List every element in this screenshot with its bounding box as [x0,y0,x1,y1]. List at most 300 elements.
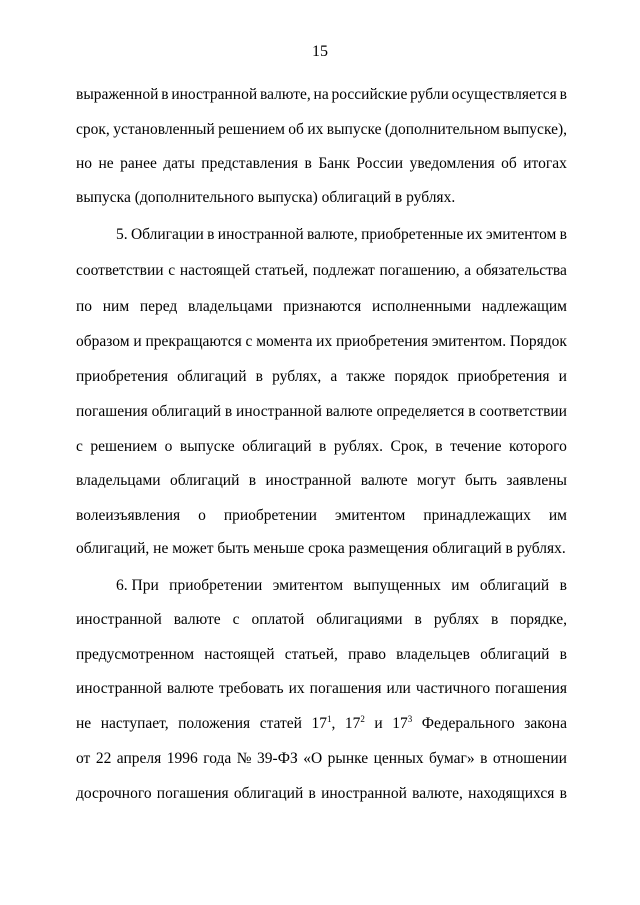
word-group [76,85,158,105]
word-group [249,471,256,491]
word-group [99,154,114,174]
word: волеизъявления [76,507,181,524]
word-group [133,332,141,352]
word-group [374,714,382,734]
word-group [113,120,215,140]
word: быть [464,472,498,489]
word: иностранной [236,403,322,420]
word: осуществляется [451,86,557,103]
word-group [260,85,311,105]
word-group [285,645,338,665]
superscript: 1 [327,713,332,724]
word-group [313,261,375,281]
word: итогах [523,155,567,172]
word-group [549,506,567,526]
text-line [116,225,567,245]
word: в [559,577,567,594]
text-line [76,402,567,422]
word-group [157,784,229,804]
word: определяется [376,403,465,420]
word: а [330,368,338,385]
word: соответствии [479,403,567,420]
word: выраженной [76,86,159,103]
word: рынке [327,750,369,767]
word: облигаций [242,438,312,455]
text-line [76,610,567,630]
word-group [177,367,246,387]
word-group [422,714,515,734]
word-group [242,437,311,457]
word: в [468,403,476,420]
word-group [435,437,442,457]
word-group [257,749,298,769]
word: погашения [309,680,382,697]
word: оплатой [251,611,305,628]
word: образом [76,333,130,350]
word-group [76,471,161,491]
word-group [76,367,168,387]
word: в [161,86,169,103]
word: не [98,155,114,172]
word: иностранной [321,785,407,802]
word-group [251,610,304,630]
word-group [76,506,180,526]
word: эмитентом [334,507,406,524]
word: их [316,333,333,350]
word-group [178,714,250,734]
word-group [316,332,332,352]
word-group [233,610,240,630]
word-group [361,471,408,491]
word: (дополнительном [384,121,500,138]
text-line [76,471,567,491]
word: валюте [325,403,373,420]
text-line [76,332,567,352]
word: 6. При [116,577,159,594]
word-group [218,225,304,245]
word-group [237,749,252,769]
word-group [116,576,159,596]
word-group [491,610,498,630]
word-group [167,679,214,699]
word-group [117,749,161,769]
word-group [171,85,257,105]
text-line [76,645,567,665]
word: 1996 [166,750,198,767]
word: валюте, [259,86,311,103]
word-group [415,610,422,630]
word: выпуске [326,121,382,138]
word-group [76,749,90,769]
word-group [335,506,405,526]
word-group [392,714,412,734]
word: статьей, [254,262,309,279]
word-group [480,576,549,596]
word-group [305,154,312,174]
word-group [506,471,567,491]
word: по [76,298,93,315]
word-group [76,679,162,699]
word: в [207,226,215,243]
word-group [479,402,567,422]
word: приобретения [336,333,428,350]
text-line [76,154,567,174]
text-line [76,506,567,526]
word-group [321,784,407,804]
word: статьей, [284,646,338,663]
word: выпуске [179,438,235,455]
word: Облигации [130,226,204,243]
word: в [559,226,567,243]
text-line: выпуска (дополнительного выпуска) облигаций в рублях. [76,189,456,206]
word-group [76,154,92,174]
word-group [180,437,235,457]
word: № [236,750,252,767]
word: их [288,680,305,697]
word: обязательства [475,262,567,279]
word-group [167,749,198,769]
word: валюте [360,472,408,489]
word: перед [139,298,178,315]
word-group [417,471,455,491]
text-line [76,749,567,769]
word-group [145,332,241,352]
word-group [283,297,361,317]
word-group [234,784,303,804]
word-group [374,749,424,769]
word: рублях, [272,368,322,385]
word-group [560,85,567,105]
word: их [307,121,324,138]
text-line: облигаций, не может быть меньше срока размещения облигаций в рублях. [76,540,566,557]
word: срок, [76,121,110,138]
word: и [133,333,142,350]
word: валюте [173,611,221,628]
word: с [245,333,253,350]
word-group [161,85,168,105]
word-group [385,120,500,140]
word: владельцами [76,472,161,489]
word-group [523,154,567,174]
word-group [451,576,469,596]
word: им [548,507,567,524]
word-group [486,225,556,245]
word-group [429,749,475,769]
word-group [464,261,471,281]
word-group [560,576,567,596]
word: в [559,785,567,802]
word-group [131,225,204,245]
word: облигаций [479,577,550,594]
word-group [76,714,91,734]
word-group [326,402,373,422]
word-group [201,154,298,174]
word-group [101,714,169,734]
text-line [76,437,567,457]
word-group [423,506,531,526]
word-group [509,437,567,457]
word: приобретения [457,368,550,385]
word: им [451,577,470,594]
word: предусмотренном [76,646,195,663]
word-group [480,645,549,665]
word: России [356,155,404,172]
word-group [303,749,322,769]
word-group [168,261,175,281]
word: в [255,368,263,385]
word-group [165,437,173,457]
word: исполненными [371,298,471,315]
word-group [318,154,350,174]
word: выпуске), [503,121,567,138]
word-group [169,576,262,596]
word-group [330,367,337,387]
word-group [272,367,321,387]
word: частичного [415,680,491,697]
word-group [328,749,368,769]
word-group [346,367,385,387]
word-group [309,784,316,804]
word-group [493,749,567,769]
word-group [501,154,517,174]
word-group [76,120,110,140]
word: с [232,611,240,628]
word-group [265,471,351,491]
word-group [76,261,164,281]
word: о [198,507,206,524]
word: а [464,262,472,279]
word: 17 [311,715,327,732]
word: приобретенные [361,226,464,243]
word-group [480,749,487,769]
word-group [468,784,554,804]
word: настоящей [204,646,275,663]
word: о [164,438,173,455]
word: Срок, [390,438,428,455]
word-group [387,679,411,699]
word-group [198,506,206,526]
word-group [314,85,329,105]
word-group [372,297,471,317]
word-group [90,437,157,457]
word: которого [509,438,567,455]
word: в [490,611,499,628]
word-group [465,471,497,491]
word: владельцами [188,298,273,315]
word: ранее [120,155,157,172]
word: облигаций [233,785,304,802]
word-group [76,610,162,630]
word: иностранной [217,226,304,243]
word: течение [450,438,502,455]
word: наступает, [100,715,169,732]
word: в [559,86,567,103]
word: иностранной [171,86,258,103]
word-group [96,749,112,769]
word: решением [218,121,285,138]
word-group [289,679,305,699]
word: решением [90,438,158,455]
text-line [76,261,567,281]
word-group [410,85,449,105]
word-group [336,332,428,352]
word: облигаций [151,403,222,420]
word-group [379,261,459,281]
word-group [170,471,239,491]
word-group [288,120,304,140]
word-group [103,297,129,317]
word-group [307,120,323,140]
word: в [304,155,312,172]
word: приобретении [223,507,317,524]
word: погашения [76,403,148,420]
word: погашению, [379,262,460,279]
word-group [450,437,501,457]
word-group [307,225,358,245]
word: облигаций [169,472,240,489]
text-line [76,679,567,699]
word: уведомления [409,155,495,172]
word-group [560,645,567,665]
word-group [559,367,567,387]
word: погашения [495,680,567,697]
word-group [76,402,148,422]
word: эмитентом. [431,333,507,350]
word: их [466,226,483,243]
word-group [510,610,567,630]
word: признаются [283,298,362,315]
word-group [482,297,567,317]
word-group [391,437,428,457]
word: рубли [410,86,449,103]
word-group [174,610,221,630]
word-group [224,506,317,526]
word-group [495,679,567,699]
word-group [412,784,463,804]
word: могут [417,472,456,489]
text-line [76,85,567,105]
word: , [331,715,336,732]
text-line [76,367,567,387]
word-group [255,261,308,281]
word: от [76,750,91,767]
word: валюте [166,680,214,697]
word-group [327,120,382,140]
word: облигаций [480,646,550,663]
word: принадлежащих [423,507,531,524]
word-group [348,645,386,665]
text-line [76,297,567,317]
word: иностранной [76,680,162,697]
word: Банк [318,155,350,172]
text-line [76,714,567,734]
word: подлежат [312,262,375,279]
word-group [361,225,463,245]
word: и [558,368,567,385]
word-group [163,154,195,174]
word: приобретения [76,368,168,385]
word: выпущенных [353,577,441,594]
word-group [354,576,441,596]
word: облигаций [177,368,247,385]
word: на [313,86,329,103]
word: 22 [95,750,112,767]
word-group [207,225,214,245]
word: апреля [116,750,162,767]
word-group [76,332,130,352]
word: приобретении [169,577,263,594]
word-group [203,749,231,769]
word-group [332,85,408,105]
word: в [435,438,443,455]
word-group [246,332,253,352]
word-group [76,784,152,804]
word: досрочного [76,785,152,802]
word-group [273,576,343,596]
word: эмитентом [485,226,557,243]
word: рублях. [333,438,383,455]
word: с [76,438,83,455]
word-group [256,367,263,387]
word-group [120,154,157,174]
word: требовать [218,680,284,697]
word: и [374,715,383,732]
word: порядке, [510,611,567,628]
word-group [376,402,464,422]
superscript: 3 [407,713,413,724]
word: в [559,646,567,663]
word: но [76,155,93,172]
word: настоящей [179,262,251,279]
word: порядок [394,368,449,385]
word-group [416,679,490,699]
word-group [503,120,567,140]
word-group [310,679,382,699]
word: облигациями [316,611,403,628]
word: об [501,155,517,172]
word: надлежащим [481,298,567,315]
word-group [476,261,567,281]
word: российские [331,86,408,103]
word-group [312,714,336,734]
word: ним [102,298,130,315]
word: ценных [373,750,424,767]
word-group [468,402,475,422]
word-group [396,645,470,665]
word: положения [178,715,251,732]
word: 39-ФЗ [257,750,298,767]
superscript: 2 [360,713,365,724]
word-group [410,154,495,174]
word: Порядок [509,333,567,350]
word-group [256,332,312,352]
word: погашения [156,785,229,802]
word: валюте, [306,226,358,243]
page-number: 15 [312,43,328,60]
word: даты [163,155,195,172]
word: закона [524,715,567,732]
word: право [348,646,386,663]
word: в [224,403,233,420]
word-group [76,437,83,457]
word: соответствии [76,262,164,279]
word: об [288,121,304,138]
word-group [152,402,221,422]
word: эмитентом [272,577,344,594]
word-group [316,610,402,630]
word: или [386,680,411,697]
word-group [140,297,178,317]
